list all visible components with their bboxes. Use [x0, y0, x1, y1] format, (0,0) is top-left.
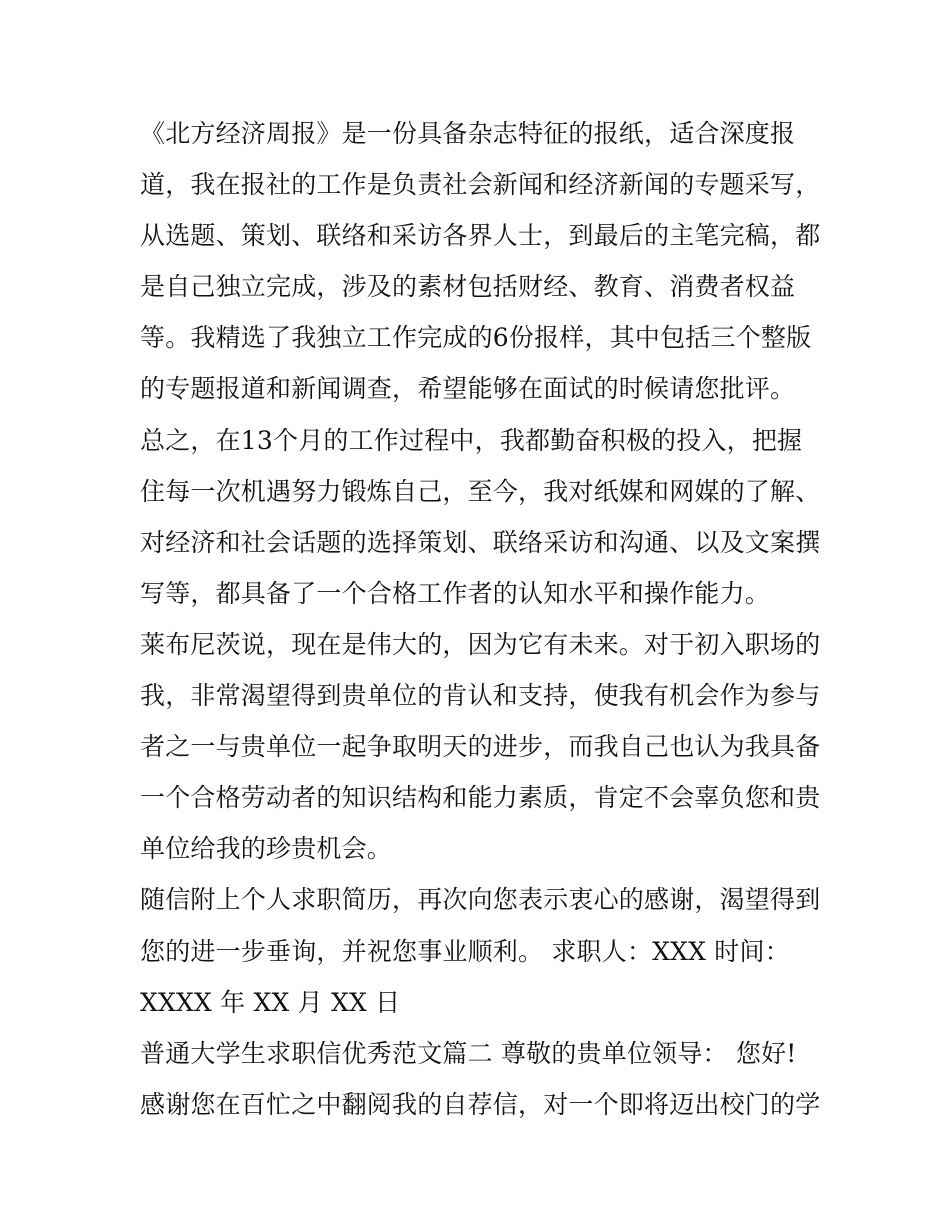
text-line-5: 等。我精选了我独立工作完成的6份报样，其中包括三个整版 [140, 323, 812, 353]
text-line-19: 普通大学生求职信优秀范文篇二 尊敬的贵单位领导： 您好! [140, 1038, 797, 1068]
text-line-17: 您的进一步垂询，并祝您事业顺利。 求职人：XXX 时间： [140, 936, 790, 966]
text-line-18: XXXX 年 XX 月 XX 日 [140, 987, 401, 1017]
text-line-10: 写等，都具备了一个合格工作者的认知水平和操作能力。 [140, 578, 771, 608]
text-line-6: 的专题报道和新闻调查，希望能够在面试的时候请您批评。 [140, 374, 796, 404]
text-line-9: 对经济和社会话题的选择策划、联络采访和沟通、以及文案撰 [140, 527, 820, 557]
text-line-2: 道，我在报社的工作是负责社会新闻和经济新闻的专题采写， [140, 170, 820, 200]
text-line-13: 者之一与贵单位一起争取明天的进步，而我自己也认为我具备 [140, 732, 820, 762]
text-line-4: 是自己独立完成，涉及的素材包括财经、教育、消费者权益 [140, 272, 796, 302]
text-line-11: 莱布尼茨说，现在是伟大的，因为它有未来。对于初入职场的 [140, 629, 820, 659]
text-line-3: 从选题、策划、联络和采访各界人士，到最后的主笔完稿，都 [140, 221, 820, 251]
text-line-20: 感谢您在百忙之中翻阅我的自荐信，对一个即将迈出校门的学 [140, 1089, 820, 1119]
text-line-16: 随信附上个人求职简历，再次向您表示衷心的感谢，渴望得到 [140, 885, 820, 915]
text-line-15: 单位给我的珍贵机会。 [140, 834, 393, 864]
text-line-14: 一个合格劳动者的知识结构和能力素质，肯定不会辜负您和贵 [140, 783, 820, 813]
text-line-1: 《北方经济周报》是一份具备杂志特征的报纸，适合深度报 [140, 119, 796, 148]
letter-body [140, 108, 820, 1130]
text-line-7: 总之，在13个月的工作过程中，我都勤奋积极的投入，把握 [140, 425, 803, 455]
text-line-8: 住每一次机遇努力锻炼自己，至今，我对纸媒和网媒的了解、 [140, 476, 820, 506]
text-line-12: 我，非常渴望得到贵单位的肯认和支持，使我有机会作为参与 [140, 681, 820, 711]
